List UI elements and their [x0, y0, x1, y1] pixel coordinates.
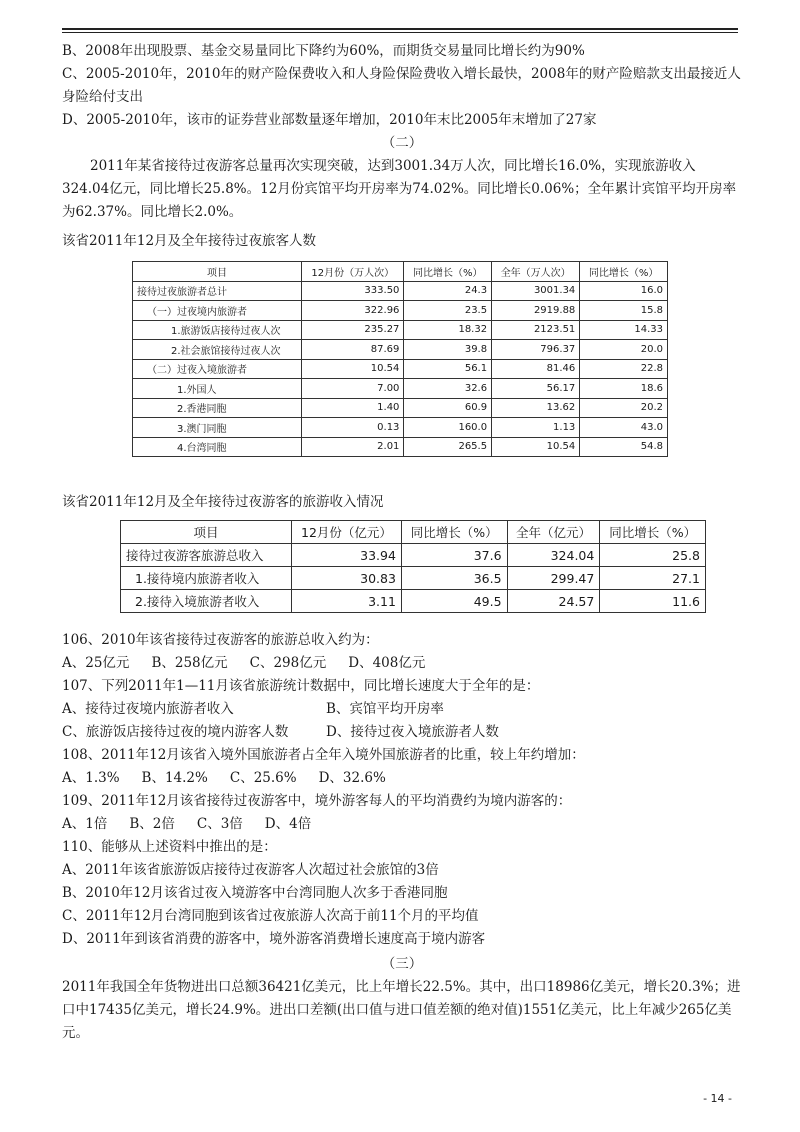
- table-header-cell: 同比增长（%）: [580, 262, 668, 282]
- option-b: B、14.2%: [141, 770, 208, 786]
- cell-year-growth: 18.6: [580, 379, 668, 399]
- question-107-options-cd: [62, 721, 742, 744]
- table-row: [133, 359, 668, 379]
- option-a: A、25亿元: [62, 655, 130, 671]
- section-heading-2: （二）: [381, 135, 423, 151]
- revenue-table: [120, 520, 706, 613]
- cell-dec-growth: 56.1: [404, 359, 492, 379]
- table-row: [133, 418, 668, 438]
- row-label: 2.接待入境旅游者收入: [121, 590, 292, 613]
- cell-dec-growth: 37.6: [401, 544, 507, 567]
- cell-dec: 87.69: [302, 340, 404, 360]
- question-107-options-ab: [62, 698, 742, 721]
- option-d: D、4倍: [264, 816, 312, 832]
- cell-dec-growth: 32.6: [404, 379, 492, 399]
- section3-intro: 2011年我国全年货物进出口总额36421亿美元，比上年增长22.5%。其中，出口18986亿美元，增长20.3%；进口中17435亿美元，增长24.9%。进出口差额(出口值与进口值差额的绝对值)1551亿美元，比上年减少265亿美元。: [62, 979, 741, 1041]
- question-109-stem: 109、2011年12月该省接待过夜游客中，境外游客每人的平均消费约为境内游客的：: [62, 793, 572, 809]
- visitors-table: [132, 261, 668, 457]
- cell-dec: 7.00: [302, 379, 404, 399]
- cell-year-growth: 14.33: [580, 320, 668, 340]
- table-row: [133, 340, 668, 360]
- cell-year: 13.62: [492, 398, 580, 418]
- option-c: C、25.6%: [229, 770, 297, 786]
- table-header-cell: 同比增长（%）: [600, 521, 706, 544]
- cell-year-growth: 25.8: [600, 544, 706, 567]
- cell-year: 10.54: [492, 437, 580, 457]
- cell-year-growth: 22.8: [580, 359, 668, 379]
- option-d: D、32.6%: [318, 770, 386, 786]
- cell-dec-growth: 36.5: [401, 567, 507, 590]
- table-row: [133, 301, 668, 321]
- cell-dec: 322.96: [302, 301, 404, 321]
- question-107-stem: 107、下列2011年1—11月该省旅游统计数据中，同比增长速度大于全年的是：: [62, 678, 540, 694]
- table1-title: 该省2011年12月及全年接待过夜旅客人数: [62, 233, 317, 249]
- row-label: 1.外国人: [133, 379, 302, 399]
- row-label: 2.香港同胞: [133, 398, 302, 418]
- option-c: C、298亿元: [249, 655, 327, 671]
- prev-option-b: B、2008年出现股票、基金交易量同比下降约为60%，而期货交易量同比增长约为90%: [62, 43, 585, 59]
- question-106-stem: 106、2010年该省接待过夜游客的旅游总收入约为：: [62, 632, 379, 648]
- row-label: 4.台湾同胞: [133, 437, 302, 457]
- option-a: A、2011年该省旅游饭店接待过夜游客人次超过社会旅馆的3倍: [62, 862, 439, 878]
- table-row: [121, 567, 706, 590]
- cell-dec-growth: 24.3: [404, 281, 492, 301]
- cell-year-growth: 27.1: [600, 567, 706, 590]
- cell-year-growth: 54.8: [580, 437, 668, 457]
- row-label: 1.旅游饭店接待过夜人次: [133, 320, 302, 340]
- table-header-row: [133, 262, 668, 282]
- cell-dec-growth: 18.32: [404, 320, 492, 340]
- cell-year: 324.04: [507, 544, 600, 567]
- cell-dec: 33.94: [292, 544, 402, 567]
- row-label: 2.社会旅馆接待过夜人次: [133, 340, 302, 360]
- option-c: C、2011年12月台湾同胞到该省过夜旅游人次高于前11个月的平均值: [62, 908, 479, 924]
- cell-year: 299.47: [507, 567, 600, 590]
- question-block: [62, 629, 742, 951]
- option-b: B、2010年12月该省过夜入境游客中台湾同胞人次多于香港同胞: [62, 885, 448, 901]
- table-header-cell: 项目: [121, 521, 292, 544]
- table-header-cell: 同比增长（%）: [404, 262, 492, 282]
- table-row: [133, 398, 668, 418]
- section-heading-3: （三）: [381, 956, 423, 972]
- option-b: B、宾馆平均开房率: [326, 701, 444, 717]
- table-row: [133, 320, 668, 340]
- cell-dec: 0.13: [302, 418, 404, 438]
- table-header-cell: 12月份（亿元）: [292, 521, 402, 544]
- cell-year-growth: 15.8: [580, 301, 668, 321]
- cell-year: 81.46: [492, 359, 580, 379]
- option-b: B、2倍: [129, 816, 175, 832]
- row-label: （二）过夜入境旅游者: [133, 359, 302, 379]
- table-row: [133, 437, 668, 457]
- page-number: - 14 -: [703, 1092, 732, 1105]
- cell-dec: 333.50: [302, 281, 404, 301]
- cell-dec-growth: 160.0: [404, 418, 492, 438]
- row-label: 3.澳门同胞: [133, 418, 302, 438]
- cell-year-growth: 43.0: [580, 418, 668, 438]
- cell-year: 3001.34: [492, 281, 580, 301]
- question-110-stem: 110、能够从上述资料中推出的是：: [62, 839, 277, 855]
- table-row: [133, 281, 668, 301]
- cell-year-growth: 20.0: [580, 340, 668, 360]
- cell-dec: 235.27: [302, 320, 404, 340]
- cell-dec: 2.01: [302, 437, 404, 457]
- page-content: [62, 40, 742, 1045]
- header-rule-thin: [62, 32, 738, 33]
- cell-year: 56.17: [492, 379, 580, 399]
- question-108-stem: 108、2011年12月该省入境外国旅游者占全年入境外国旅游者的比重，较上年约增加：: [62, 747, 585, 763]
- table-header-cell: 全年（亿元）: [507, 521, 600, 544]
- cell-year-growth: 11.6: [600, 590, 706, 613]
- option-d: D、408亿元: [348, 655, 426, 671]
- prev-option-d: D、2005-2010年，该市的证券营业部数量逐年增加，2010年末比2005年末增加了27家: [62, 112, 597, 128]
- option-a: A、接待过夜境内旅游者收入: [62, 701, 234, 717]
- row-label: 1.接待境内旅游者收入: [121, 567, 292, 590]
- cell-year: 796.37: [492, 340, 580, 360]
- table-header-row: [121, 521, 706, 544]
- table-row: [121, 590, 706, 613]
- row-label: （一）过夜境内旅游者: [133, 301, 302, 321]
- question-106-options: [62, 652, 742, 675]
- option-d: D、2011年到该省消费的游客中，境外游客消费增长速度高于境内游客: [62, 931, 486, 947]
- option-c: C、旅游饭店接待过夜的境内游客人数: [62, 724, 289, 740]
- question-108-options: [62, 767, 742, 790]
- cell-year: 2123.51: [492, 320, 580, 340]
- header-rule-thick: [62, 28, 738, 30]
- question-109-options: [62, 813, 742, 836]
- option-c: C、3倍: [196, 816, 243, 832]
- table-header-cell: 12月份（万人次）: [302, 262, 404, 282]
- table-header-cell: 全年（万人次）: [492, 262, 580, 282]
- cell-year: 2919.88: [492, 301, 580, 321]
- table-header-cell: 项目: [133, 262, 302, 282]
- cell-year: 24.57: [507, 590, 600, 613]
- cell-dec-growth: 23.5: [404, 301, 492, 321]
- cell-dec-growth: 265.5: [404, 437, 492, 457]
- prev-option-c: C、2005-2010年，2010年的财产险保费收入和人身险保险费收入增长最快，2008年的财产险赔款支出最接近人身险给付支出: [62, 66, 741, 105]
- table-row: [133, 379, 668, 399]
- cell-dec: 1.40: [302, 398, 404, 418]
- table-header-cell: 同比增长（%）: [401, 521, 507, 544]
- option-a: A、1.3%: [62, 770, 120, 786]
- cell-year: 1.13: [492, 418, 580, 438]
- option-a: A、1倍: [62, 816, 108, 832]
- cell-dec-growth: 39.8: [404, 340, 492, 360]
- section2-intro: 2011年某省接待过夜游客总量再次实现突破，达到3001.34万人次，同比增长16.0%，实现旅游收入324.04亿元，同比增长25.8%。12月份宾馆平均开房率为74.02%。同比增长0.06%；全年累计宾馆平均开房率为62.37%。同比增长2.0%。: [62, 158, 737, 220]
- cell-dec: 3.11: [292, 590, 402, 613]
- cell-year-growth: 20.2: [580, 398, 668, 418]
- row-label: 接待过夜游客旅游总收入: [121, 544, 292, 567]
- option-b: B、258亿元: [151, 655, 228, 671]
- row-label: 接待过夜旅游者总计: [133, 281, 302, 301]
- table-row: [121, 544, 706, 567]
- cell-dec: 10.54: [302, 359, 404, 379]
- option-d: D、接待过夜入境旅游者人数: [326, 724, 499, 740]
- cell-dec-growth: 49.5: [401, 590, 507, 613]
- cell-dec-growth: 60.9: [404, 398, 492, 418]
- table2-title: 该省2011年12月及全年接待过夜游客的旅游收入情况: [62, 494, 384, 510]
- cell-year-growth: 16.0: [580, 281, 668, 301]
- cell-dec: 30.83: [292, 567, 402, 590]
